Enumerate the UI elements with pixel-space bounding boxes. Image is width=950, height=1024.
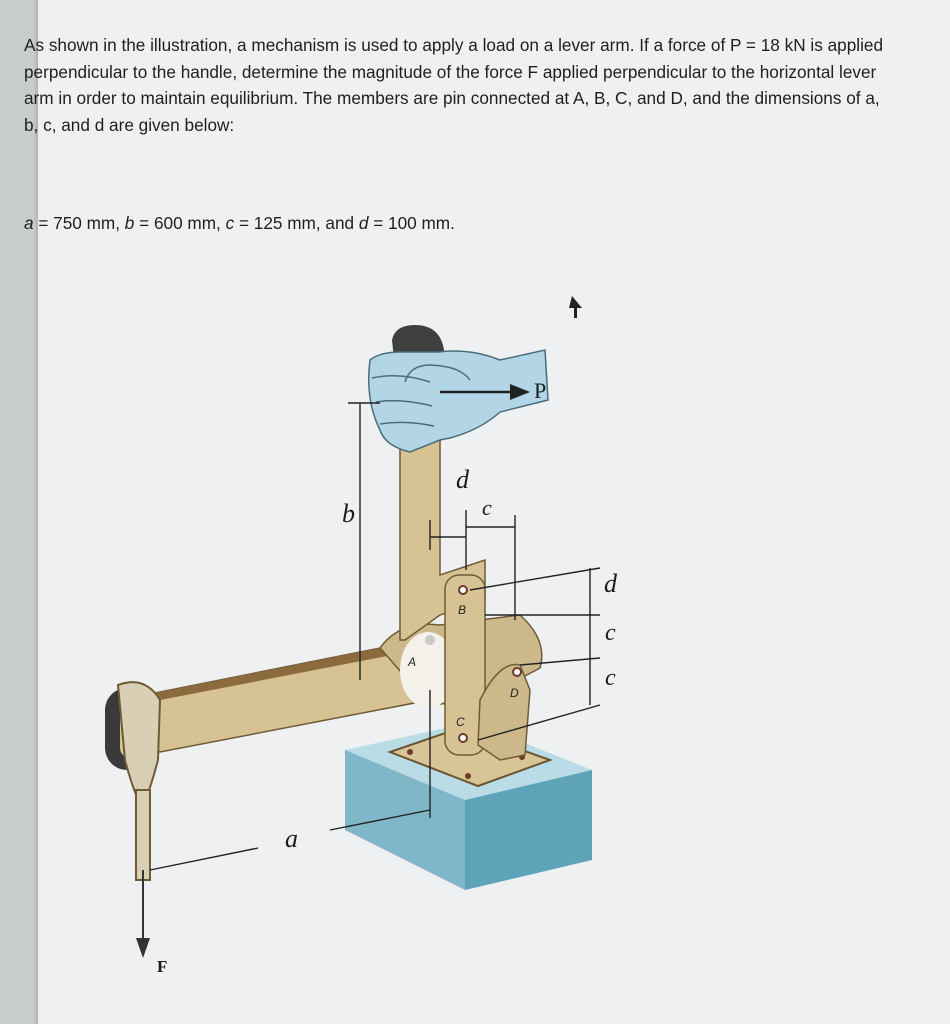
label-pin-b: B bbox=[458, 603, 467, 617]
label-a: a bbox=[285, 824, 298, 853]
given-d-value: = 100 mm. bbox=[368, 213, 455, 233]
label-p: P bbox=[534, 378, 547, 403]
given-d-symbol: d bbox=[358, 213, 369, 233]
problem-statement: As shown in the illustration, a mechanism is used to apply a load on a lever arm. If a force of P = 18 kN is applied perpendicular to the handle, determine the magnitude of the force F applied perpendicular to the horizontal lever arm in order to maintain equilibrium. The members are pin connected at A, B, C, and D, and the dimensions of a, b, c, and d are given below: bbox=[24, 35, 884, 135]
mouse-cursor-icon bbox=[569, 296, 582, 318]
given-c-symbol: c bbox=[225, 213, 235, 233]
label-d-right: d bbox=[604, 569, 617, 598]
label-pin-d: D bbox=[510, 686, 519, 700]
given-a-symbol: a bbox=[24, 213, 34, 233]
label-c-top: c bbox=[482, 495, 492, 520]
given-a-value: = 750 mm, bbox=[33, 213, 125, 233]
end-clevis bbox=[105, 682, 160, 880]
given-b-value: = 600 mm, bbox=[134, 213, 226, 233]
label-b: b bbox=[342, 499, 355, 528]
label-f: F bbox=[157, 957, 168, 976]
label-d-top: d bbox=[456, 465, 469, 494]
label-pin-a: A bbox=[408, 655, 417, 669]
label-pin-c: C bbox=[456, 715, 465, 729]
label-c-right-1: c bbox=[605, 620, 616, 646]
label-c-right-2: c bbox=[605, 665, 616, 691]
given-b-symbol: b bbox=[124, 213, 135, 233]
horizontal-lever-arm bbox=[140, 648, 430, 752]
hand-illustration bbox=[369, 350, 548, 452]
given-c-value: = 125 mm, and bbox=[234, 213, 359, 233]
